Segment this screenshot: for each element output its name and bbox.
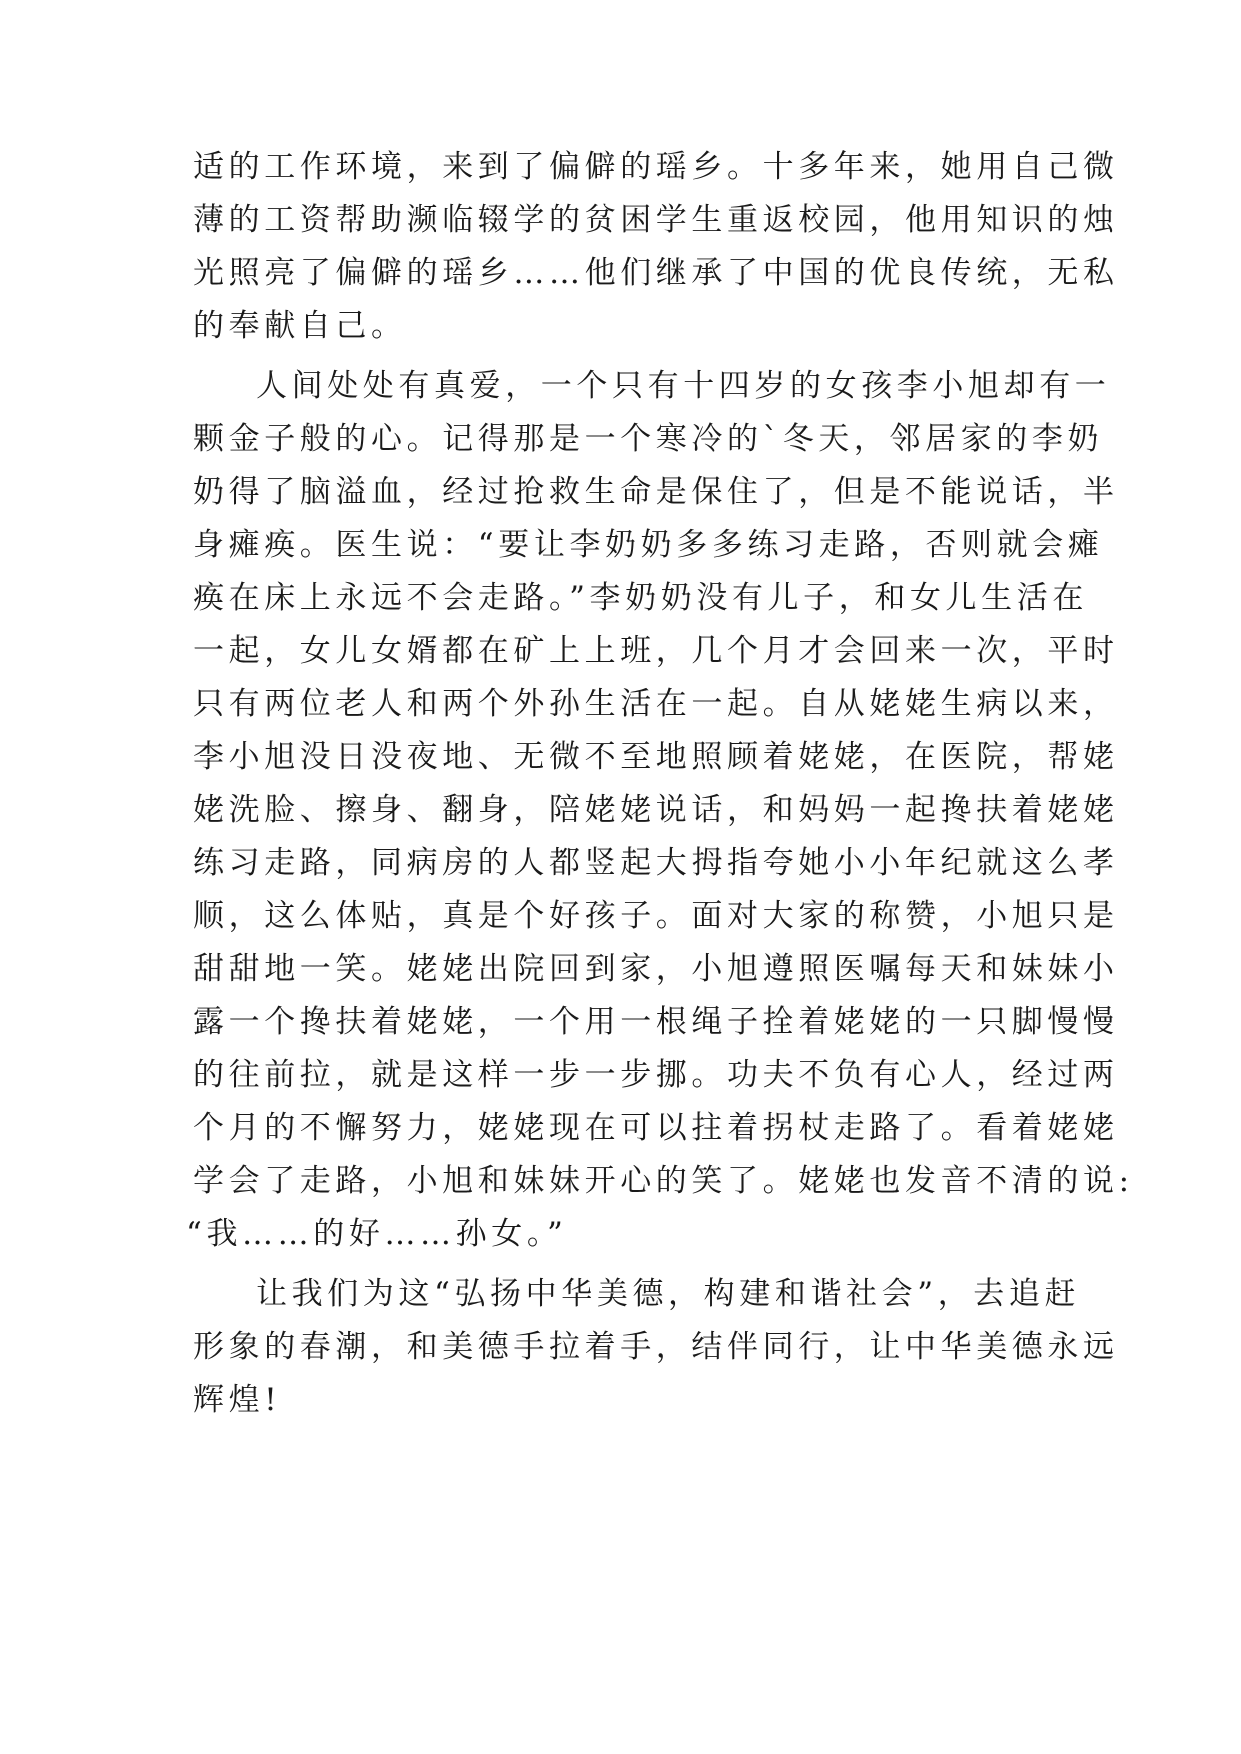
paragraph-2-line-2: 颗金子般的心。记得那是一个寒冷的`冬天，邻居家的李奶 bbox=[193, 421, 1104, 457]
paragraph-2-line-15: 个月的不懈努力，姥姥现在可以拄着拐杖走路了。看着姥姥 bbox=[193, 1110, 1119, 1146]
paragraph-2-line-9: 姥洗脸、擦身、翻身，陪姥姥说话，和妈妈一起搀扶着姥姥 bbox=[193, 792, 1119, 828]
paragraph-3-line-1: 让我们为这“弘扬中华美德，构建和谐社会”，去追赶 bbox=[256, 1276, 1081, 1312]
paragraph-2-line-14: 的往前拉，就是这样一步一步挪。功夫不负有心人，经过两 bbox=[193, 1057, 1119, 1093]
paragraph-2-line-6: 一起，女儿女婿都在矿上上班，几个月才会回来一次，平时 bbox=[193, 633, 1119, 669]
paragraph-1-line-4: 的奉献自己。 bbox=[193, 308, 407, 344]
paragraph-2-line-3: 奶得了脑溢血，经过抢救生命是保住了，但是不能说话，半 bbox=[193, 474, 1119, 510]
paragraph-1-line-1: 适的工作环境，来到了偏僻的瑶乡。十多年来，她用自己微 bbox=[193, 149, 1119, 185]
paragraph-2-line-16: 学会了走路，小旭和妹妹开心的笑了。姥姥也发音不清的说: bbox=[193, 1163, 1134, 1199]
paragraph-2-line-8: 李小旭没日没夜地、无微不至地照顾着姥姥，在医院，帮姥 bbox=[193, 739, 1119, 775]
paragraph-2-line-5: 痪在床上永远不会走路。”李奶奶没有儿子，和女儿生活在 bbox=[193, 580, 1088, 616]
paragraph-2-line-4: 身瘫痪。医生说：“要让李奶奶多多练习走路，否则就会瘫 bbox=[193, 527, 1104, 563]
paragraph-1-line-3: 光照亮了偏僻的瑶乡……他们继承了中国的优良传统，无私 bbox=[193, 255, 1119, 291]
paragraph-3-line-2: 形象的春潮，和美德手拉着手，结伴同行，让中华美德永远 bbox=[193, 1329, 1119, 1365]
paragraph-3-line-3: 辉煌! bbox=[193, 1382, 282, 1418]
paragraph-2-line-7: 只有两位老人和两个外孙生活在一起。自从姥姥生病以来， bbox=[193, 686, 1119, 722]
paragraph-2-line-1: 人间处处有真爱，一个只有十四岁的女孩李小旭却有一 bbox=[256, 368, 1111, 404]
paragraph-2-line-13: 露一个搀扶着姥姥，一个用一根绳子拴着姥姥的一只脚慢慢 bbox=[193, 1004, 1119, 1040]
paragraph-2-line-11: 顺，这么体贴，真是个好孩子。面对大家的称赞，小旭只是 bbox=[193, 898, 1119, 934]
paragraph-2-line-12: 甜甜地一笑。姥姥出院回到家，小旭遵照医嘱每天和妹妹小 bbox=[193, 951, 1119, 987]
paragraph-1-line-2: 薄的工资帮助濒临辍学的贫困学生重返校园，他用知识的烛 bbox=[193, 202, 1119, 238]
paragraph-2-line-10: 练习走路，同病房的人都竖起大拇指夸她小小年纪就这么孝 bbox=[193, 845, 1119, 881]
paragraph-2-line-17: “我……的好……孙女。” bbox=[186, 1216, 568, 1252]
